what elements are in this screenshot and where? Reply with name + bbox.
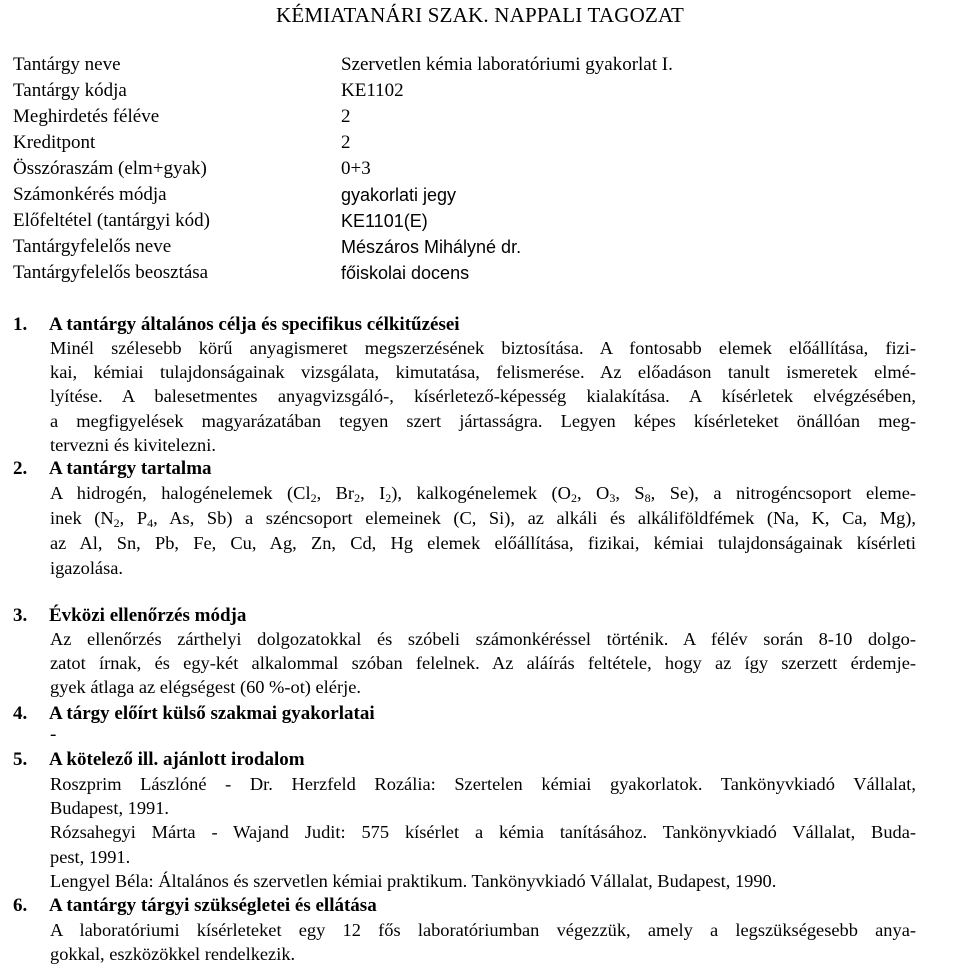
section-number: 4.: [13, 703, 28, 724]
page-header: KÉMIATANÁRI SZAK. NAPPALI TAGOZAT: [275, 3, 685, 27]
section-1-title: [13, 313, 460, 337]
text-line: Az ellenőrzés zárthelyi dolgozatokkal és szóbeli számonkéréssel történik. A félév során 8-10 dolgo-: [50, 629, 916, 649]
text-line: igazolása.: [50, 558, 124, 578]
section-5-title: [13, 748, 305, 772]
section-4-title: [13, 702, 375, 726]
text-line-formulas-1: A hidrogén, halogénelemek ($Cl_2$, $Br_2$, $I_2$), kalkogénelemek ($O_2$, $O_3$, $S_8$, Se), a nitrogéncsoport eleme-: [50, 483, 916, 505]
info-label: Összóraszám (elm+gyak): [13, 158, 207, 179]
info-value: főiskolai docens: [341, 263, 470, 283]
info-value: Mészáros Mihályné dr.: [341, 237, 522, 257]
info-label: Tantárgy kódja: [13, 80, 127, 101]
text-line: a megfigyelések magyarázatában tegyen szert jártasságra. Legyen képes kísérleteket önállóan meg-: [50, 410, 916, 431]
info-value: Szervetlen kémia laboratóriumi gyakorlat I.: [341, 54, 673, 75]
text-line: gyek átlaga az elégségest (60 %-ot) elérje.: [50, 677, 361, 698]
text-line: A laboratóriumi kísérleteket egy 12 fős laboratóriumban végezzük, amely a legszükségesebb anya-: [50, 920, 916, 940]
section-6-title: [13, 894, 377, 918]
section-2-title: [13, 457, 212, 481]
reference-line: pest, 1991.: [50, 846, 131, 867]
section-number: 3.: [13, 605, 28, 626]
text-line-formulas-2: inek ($N_2$, $P_4$, As, Sb) a széncsoport elemeinek (C, Si), az alkáli és alkáliföldfémek (Na, K, Ca, Mg),: [50, 508, 916, 530]
info-label: Tantárgy neve: [13, 54, 121, 75]
info-value: 2: [341, 106, 351, 127]
info-value: KE1101(E): [341, 211, 428, 231]
reference-line: Lengyel Béla: Általános és szervetlen kémiai praktikum. Tankönyvkiadó Vállalat, Budapest, 1990.: [50, 870, 777, 891]
section-title-text: A tantárgy tárgyi szükségletei és ellátása: [49, 895, 377, 916]
reference-line: Roszprim Lászlóné - Dr. Herzfeld Rozália: Szertelen kémiai gyakorlatok. Tankönyvkiadó Vállalat,: [50, 774, 916, 794]
section-title-text: A tantárgy tartalma: [49, 458, 212, 479]
section-title-text: A kötelező ill. ajánlott irodalom: [49, 749, 305, 770]
info-label: Meghirdetés féléve: [13, 106, 160, 127]
section-2-body: [50, 481, 916, 581]
info-label: Számonkérés módja: [13, 184, 167, 205]
section-number: 1.: [13, 314, 28, 335]
section-title-text: A tantárgy általános célja és specifikus célkitűzései: [49, 314, 460, 335]
info-value: 2: [341, 132, 351, 153]
info-label: Kreditpont: [13, 132, 96, 153]
info-label: Tantárgyfelelős neve: [13, 236, 172, 257]
info-label: Előfeltétel (tantárgyi kód): [13, 210, 210, 231]
section-title-text: A tárgy előírt külső szakmai gyakorlatai: [49, 703, 375, 724]
info-value: 0+3: [341, 158, 371, 179]
section-title-text: Évközi ellenőrzés módja: [49, 605, 247, 626]
text-line: gokkal, eszközökkel rendelkezik.: [50, 944, 296, 965]
info-value: gyakorlati jegy: [341, 185, 457, 205]
section-5-body: [50, 772, 916, 893]
text-line: zatot írnak, és egy-két alkalommal szóban felelnek. Az aláírás feltétele, hogy az így szerzett érdemje-: [50, 653, 916, 674]
text-line: lyítése. A balesetmentes anyagvizsgáló-, kísérletező-képesség kialakítása. A kísérletek elvégzésében,: [50, 386, 916, 407]
section-1-body: [50, 336, 916, 457]
reference-line: Budapest, 1991.: [50, 798, 170, 819]
info-label: Tantárgyfelelős beosztása: [13, 262, 209, 283]
section-6-body: [50, 918, 916, 966]
section-4-content: -: [50, 724, 57, 745]
text-line: kai, kémiai tulajdonságainak vizsgálata, kimutatása, felismerése. Az előadáson tanult ismeretek elmé-: [50, 362, 916, 383]
text-line: Minél szélesebb körű anyagismeret megszerzésének biztosítása. A fontosabb elemek előállítása, fizi-: [50, 338, 916, 358]
section-3-title: [13, 604, 246, 628]
info-value: KE1102: [341, 80, 404, 101]
text-line: az Al, Sn, Pb, Fe, Cu, Ag, Zn, Cd, Hg elemek előállítása, fizikai, kémiai tulajdonságainak kísérleti: [50, 533, 916, 553]
section-number: 6.: [13, 895, 28, 916]
text-line: tervezni és kivitelezni.: [50, 434, 216, 455]
section-number: 5.: [13, 749, 28, 770]
section-number: 2.: [13, 458, 28, 479]
reference-line: Rózsahegyi Márta - Wajand Judit: 575 kísérlet a kémia tanításához. Tankönyvkiadó Vállalat, Buda-: [50, 822, 916, 843]
section-3-body: [50, 627, 916, 700]
